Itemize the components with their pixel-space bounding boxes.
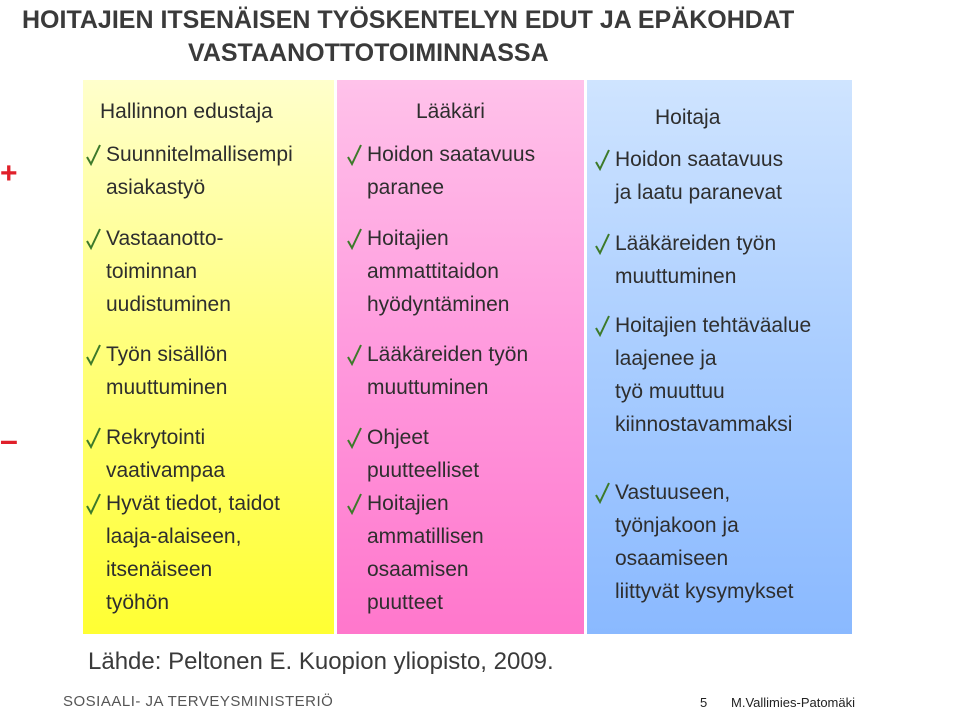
item-line: Hoitajien xyxy=(367,227,449,250)
list-item xyxy=(106,338,227,404)
list-item xyxy=(106,138,293,204)
item-line: Lääkäreiden työn xyxy=(367,343,529,366)
item-line: laajenee ja xyxy=(615,347,717,370)
list-item xyxy=(367,138,535,204)
page-number: 5 xyxy=(700,695,708,710)
list-item xyxy=(367,222,509,321)
item-line: Hoitajien tehtäväalue xyxy=(615,314,812,337)
item-line: Suunnitelmallisempi xyxy=(106,143,293,166)
bullet-icon xyxy=(593,148,611,172)
item-line: muuttuminen xyxy=(615,265,737,288)
bullet-icon xyxy=(345,227,363,251)
list-item xyxy=(615,476,794,608)
bullet-icon xyxy=(345,143,363,167)
list-item xyxy=(367,421,479,487)
list-item xyxy=(615,309,811,441)
list-item xyxy=(106,487,280,619)
column-header-administration: Hallinnon edustaja xyxy=(100,100,273,123)
item-line: uudistuminen xyxy=(106,293,231,316)
minus-marker: – xyxy=(0,422,18,458)
item-line: paranee xyxy=(367,176,445,199)
item-line: liittyvät kysymykset xyxy=(615,580,794,603)
bullet-icon xyxy=(84,227,102,251)
bullet-icon xyxy=(593,481,611,505)
item-line: Hoidon saatavuus xyxy=(367,143,536,166)
item-line: ammattitaidon xyxy=(367,260,499,283)
item-line: Työn sisällön xyxy=(106,343,228,366)
item-line: itsenäiseen xyxy=(106,558,213,581)
list-item xyxy=(367,338,528,404)
bullet-icon xyxy=(84,143,102,167)
title-line-2: VASTAANOTTOTOIMINNASSA xyxy=(188,39,549,67)
bullet-icon xyxy=(345,426,363,450)
item-line: laaja-alaiseen, xyxy=(106,525,242,548)
list-item xyxy=(106,421,225,487)
slide-title xyxy=(22,4,942,70)
item-line: puutteet xyxy=(367,591,443,614)
item-line: Hyvät tiedot, taidot xyxy=(106,492,280,515)
bullet-icon xyxy=(84,492,102,516)
bullet-icon xyxy=(84,343,102,367)
column-header-nurse: Hoitaja xyxy=(655,106,721,129)
item-line: Vastuuseen, xyxy=(615,481,731,504)
item-line: työnjakoon ja xyxy=(615,514,739,537)
bullet-icon xyxy=(84,426,102,450)
item-line: Vastaanotto- xyxy=(106,227,224,250)
item-line: muuttuminen xyxy=(106,376,228,399)
item-line: ammatillisen xyxy=(367,525,484,548)
item-line: ja laatu paranevat xyxy=(615,181,782,204)
item-line: työ muuttuu xyxy=(615,380,725,403)
list-item xyxy=(615,227,776,293)
list-item xyxy=(106,222,231,321)
list-item xyxy=(367,487,484,619)
list-item xyxy=(615,143,783,209)
bullet-icon xyxy=(593,314,611,338)
plus-marker: + xyxy=(0,157,18,190)
title-line-1: HOITAJIEN ITSENÄISEN TYÖSKENTELYN EDUT JA EPÄKOHDAT xyxy=(22,6,795,34)
item-line: muuttuminen xyxy=(367,376,489,399)
item-line: vaativampaa xyxy=(106,459,226,482)
item-line: kiinnostavammaksi xyxy=(615,413,793,436)
column-header-doctor: Lääkäri xyxy=(416,100,485,123)
bullet-icon xyxy=(345,492,363,516)
source-citation: Lähde: Peltonen E. Kuopion yliopisto, 2009. xyxy=(88,648,554,675)
bullet-icon xyxy=(345,343,363,367)
item-line: hyödyntäminen xyxy=(367,293,510,316)
item-line: toiminnan xyxy=(106,260,198,283)
item-line: Hoidon saatavuus xyxy=(615,148,784,171)
author-name: M.Vallimies-Patomäki xyxy=(731,695,856,710)
item-line: Lääkäreiden työn xyxy=(615,232,777,255)
item-line: Rekrytointi xyxy=(106,426,206,449)
item-line: työhön xyxy=(106,591,170,614)
item-line: Hoitajien xyxy=(367,492,449,515)
ministry-name: SOSIAALI- JA TERVEYSMINISTERIÖ xyxy=(63,693,334,710)
item-line: osaamisen xyxy=(367,558,469,581)
item-line: asiakastyö xyxy=(106,176,206,199)
item-line: Ohjeet xyxy=(367,426,429,449)
bullet-icon xyxy=(593,232,611,256)
item-line: puutteelliset xyxy=(367,459,480,482)
item-line: osaamiseen xyxy=(615,547,729,570)
